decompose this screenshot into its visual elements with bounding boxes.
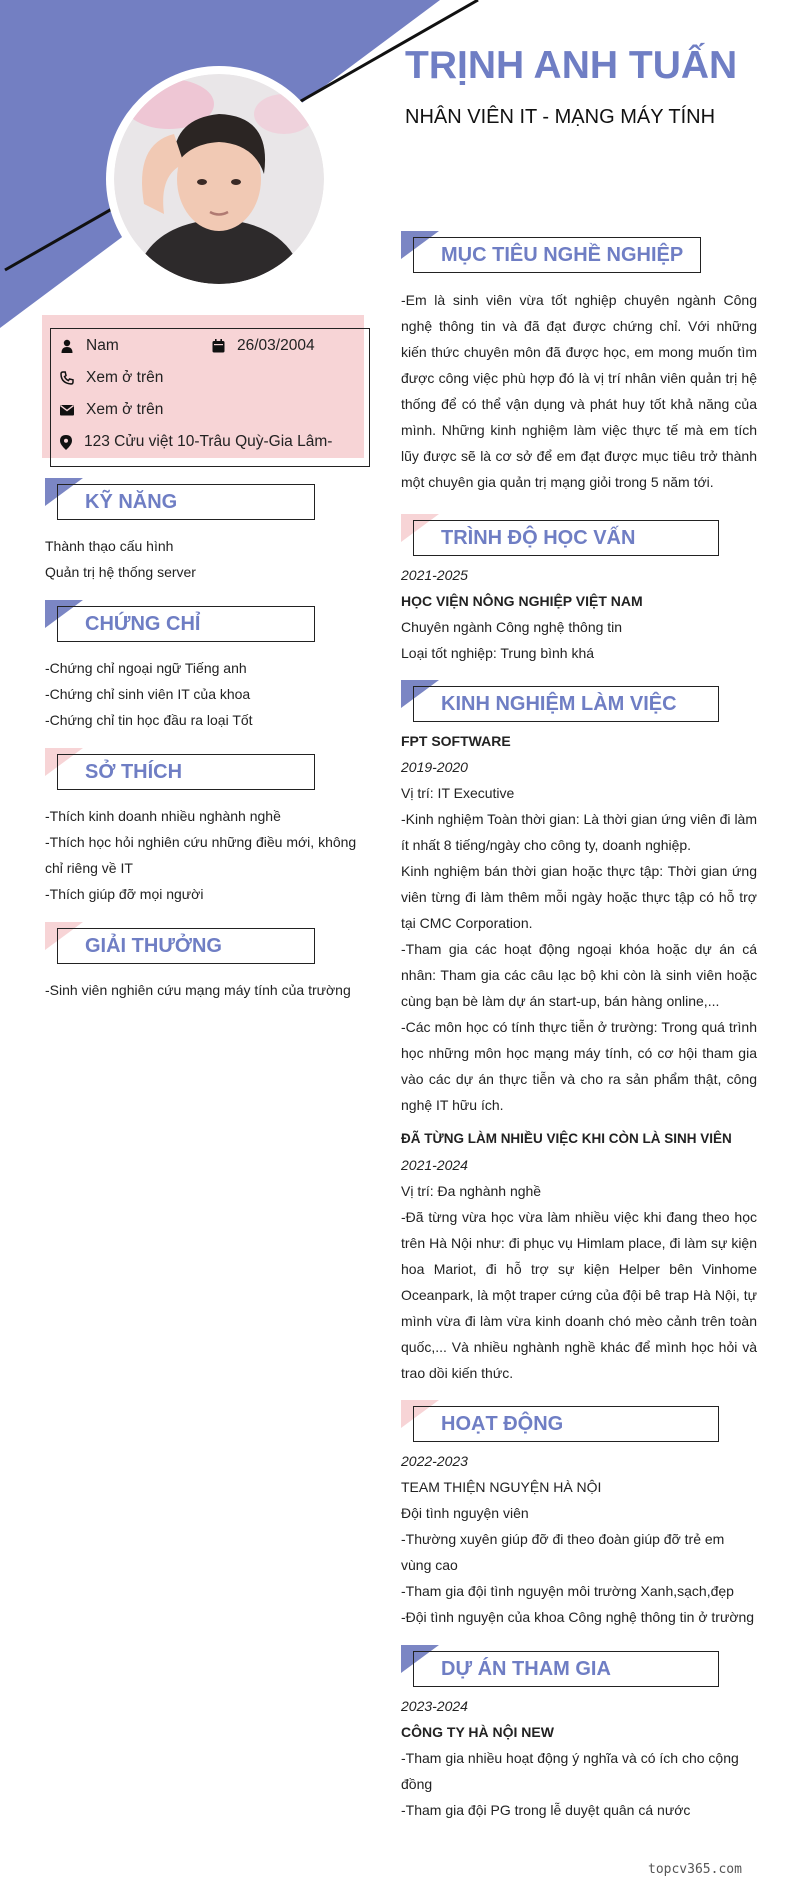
objective-heading <box>401 231 711 283</box>
list-item: -Tham gia đội PG trong lễ duyệt quân cá nước <box>401 1802 691 1818</box>
certificates-heading-label: CHỨNG CHỈ <box>85 613 201 635</box>
job-period: 2019-2020 <box>401 759 468 775</box>
hobbies-list <box>45 803 365 907</box>
phone-value: Xem ở trên <box>86 369 164 386</box>
envelope-icon <box>60 404 74 416</box>
list-item: -Tham gia nhiều hoạt động ý nghĩa và có ích cho cộng đồng <box>401 1750 739 1792</box>
user-icon <box>60 339 74 353</box>
job-title: NHÂN VIÊN IT - MẠNG MÁY TÍNH <box>405 106 716 128</box>
list-item: -Sinh viên nghiên cứu mạng máy tính của trường <box>45 982 351 998</box>
education-major: Chuyên ngành Công nghệ thông tin <box>401 619 623 635</box>
list-item: Quản trị hệ thống server <box>45 564 196 580</box>
phone-icon <box>60 371 74 385</box>
awards-heading-label: GIẢI THƯỞNG <box>85 935 222 957</box>
job-company: ĐÃ TỪNG LÀM NHIỀU VIỆC KHI CÒN LÀ SINH VIÊN <box>401 1131 732 1146</box>
dob-row <box>212 334 315 358</box>
activities-period: 2022-2023 <box>401 1453 468 1469</box>
skills-list <box>45 533 365 585</box>
job-company: FPT SOFTWARE <box>401 733 511 749</box>
gender-value: Nam <box>86 337 119 354</box>
objective-heading-label: MỤC TIÊU NGHỀ NGHIỆP <box>441 244 684 266</box>
experience-job-2 <box>401 1126 757 1386</box>
experience-heading <box>401 680 731 732</box>
awards-heading <box>45 922 315 974</box>
list-item: -Thích học hỏi nghiên cứu những điều mới, không chỉ riêng về IT <box>45 834 357 876</box>
candidate-name: TRỊNH ANH TUẤN <box>405 44 738 87</box>
job-paragraph: -Kinh nghiệm Toàn thời gian: Là thời gian ứng viên đi làm ít nhất 8 tiếng/ngày cho công ty, doanh nghiệp. <box>401 811 757 853</box>
job-paragraph: -Đã từng vừa học vừa làm nhiều việc khi đang theo học trên Hà Nội như: đi phục vụ Himlam place, đi làm sự kiện hoa Mariot, đi hỗ trợ sự kiện Helper bên Vinhome Oceanpark, là một traper cứng của đội bê trap Hà Nội, tự mình vừa đi làm vừa kinh doanh chó mèo cảnh trên toàn quốc,... Và nhiều nghành nghề khác để mình học hỏi và trao dồi kiến thức. <box>401 1209 757 1381</box>
phone-row <box>60 366 163 390</box>
address-value: 123 Cửu việt 10-Trâu Quỳ-Gia Lâm- <box>84 433 333 450</box>
education-school: HỌC VIỆN NÔNG NGHIỆP VIỆT NAM <box>401 593 643 609</box>
awards-list <box>45 977 365 1003</box>
experience-heading-label: KINH NGHIỆM LÀM VIỆC <box>441 693 677 715</box>
list-item: -Thích kinh doanh nhiều nghành nghề <box>45 808 281 824</box>
hobbies-heading <box>45 748 315 800</box>
job-period: 2021-2024 <box>401 1157 468 1173</box>
projects-company: CÔNG TY HÀ NỘI NEW <box>401 1724 554 1740</box>
location-pin-icon <box>60 435 72 450</box>
list-item: -Thường xuyên giúp đỡ đi theo đoàn giúp đỡ trẻ em vùng cao <box>401 1531 725 1573</box>
dob-value: 26/03/2004 <box>237 337 315 354</box>
activities-role: Đội tình nguyện viên <box>401 1505 529 1521</box>
activities-org: TEAM THIỆN NGUYỆN HÀ NỘI <box>401 1479 602 1495</box>
education-grade: Loại tốt nghiệp: Trung bình khá <box>401 645 595 661</box>
list-item: -Thích giúp đỡ mọi người <box>45 886 204 902</box>
list-item: -Chứng chỉ tin học đầu ra loại Tốt <box>45 712 253 728</box>
gender-row <box>60 334 119 358</box>
education-block <box>401 562 757 666</box>
certificates-list <box>45 655 365 733</box>
projects-heading-label: DỰ ÁN THAM GIA <box>441 1658 611 1680</box>
calendar-icon <box>212 339 225 353</box>
list-item: -Chứng chỉ ngoại ngữ Tiếng anh <box>45 660 247 676</box>
hobbies-heading-label: SỞ THÍCH <box>85 761 183 783</box>
activities-block <box>401 1448 757 1630</box>
skills-heading-label: KỸ NĂNG <box>85 491 178 513</box>
education-period: 2021-2025 <box>401 567 468 583</box>
objective-text: -Em là sinh viên vừa tốt nghiệp chuyên ngành Công nghệ thông tin và đã đạt được chứng chỉ. Với những kiến thức chuyên môn đã được học, em mong muốn tìm được công việc phù hợp đó là vị trí nhân viên quản trị hệ thống để có thể vận dụng và phát huy tốt khả năng của mình. Những kinh nghiệm làm việc thực tế mà em tích lũy được sẽ là cơ sở để em đạt được mục tiêu trở thành một chuyên gia quản trị mạng giỏi trong 5 năm tới. <box>401 292 757 490</box>
activities-heading <box>401 1400 731 1452</box>
portrait-image <box>114 74 324 284</box>
list-item: -Chứng chỉ sinh viên IT của khoa <box>45 686 251 702</box>
list-item: Thành thạo cấu hình <box>45 538 174 554</box>
job-position: Vị trí: Đa nghành nghề <box>401 1183 542 1199</box>
watermark: topcv365.com <box>648 1862 742 1877</box>
projects-heading <box>401 1645 731 1697</box>
projects-block <box>401 1693 757 1823</box>
list-item: -Đội tình nguyện của khoa Công nghệ thông tin ở trường <box>401 1609 755 1625</box>
avatar <box>106 66 332 292</box>
job-paragraph: Kinh nghiệm bán thời gian hoặc thực tập: Thời gian ứng viên từng đi làm thêm mỗi ngày hoặc thực tập có hỗ trợ tại CMC Corporation. <box>401 863 757 931</box>
activities-heading-label: HOẠT ĐỘNG <box>441 1413 564 1435</box>
education-heading-label: TRÌNH ĐỘ HỌC VẤN <box>441 527 636 549</box>
job-paragraph: -Tham gia các hoạt động ngoại khóa hoặc dự án cá nhân: Tham gia các câu lạc bộ khi còn là sinh viên hoặc cùng bạn bè làm dự án start-up, bán hàng online,... <box>401 941 757 1009</box>
job-position: Vị trí: IT Executive <box>401 785 515 801</box>
skills-heading <box>45 478 315 530</box>
list-item: -Tham gia đội tình nguyện môi trường Xanh,sạch,đẹp <box>401 1583 734 1599</box>
certificates-heading <box>45 600 315 652</box>
job-paragraph: -Các môn học có tính thực tiễn ở trường: Trong quá trình học những môn học mạng máy tính, có cơ hội tham gia vào các dự án thực tiễn và cho ra sản phẩm thật, công nghệ IT hữu ích. <box>401 1019 757 1113</box>
email-value: Xem ở trên <box>86 401 164 418</box>
projects-period: 2023-2024 <box>401 1698 468 1714</box>
address-row <box>60 430 332 454</box>
education-heading <box>401 514 731 566</box>
email-row <box>60 398 163 422</box>
experience-job-1 <box>401 728 757 1118</box>
